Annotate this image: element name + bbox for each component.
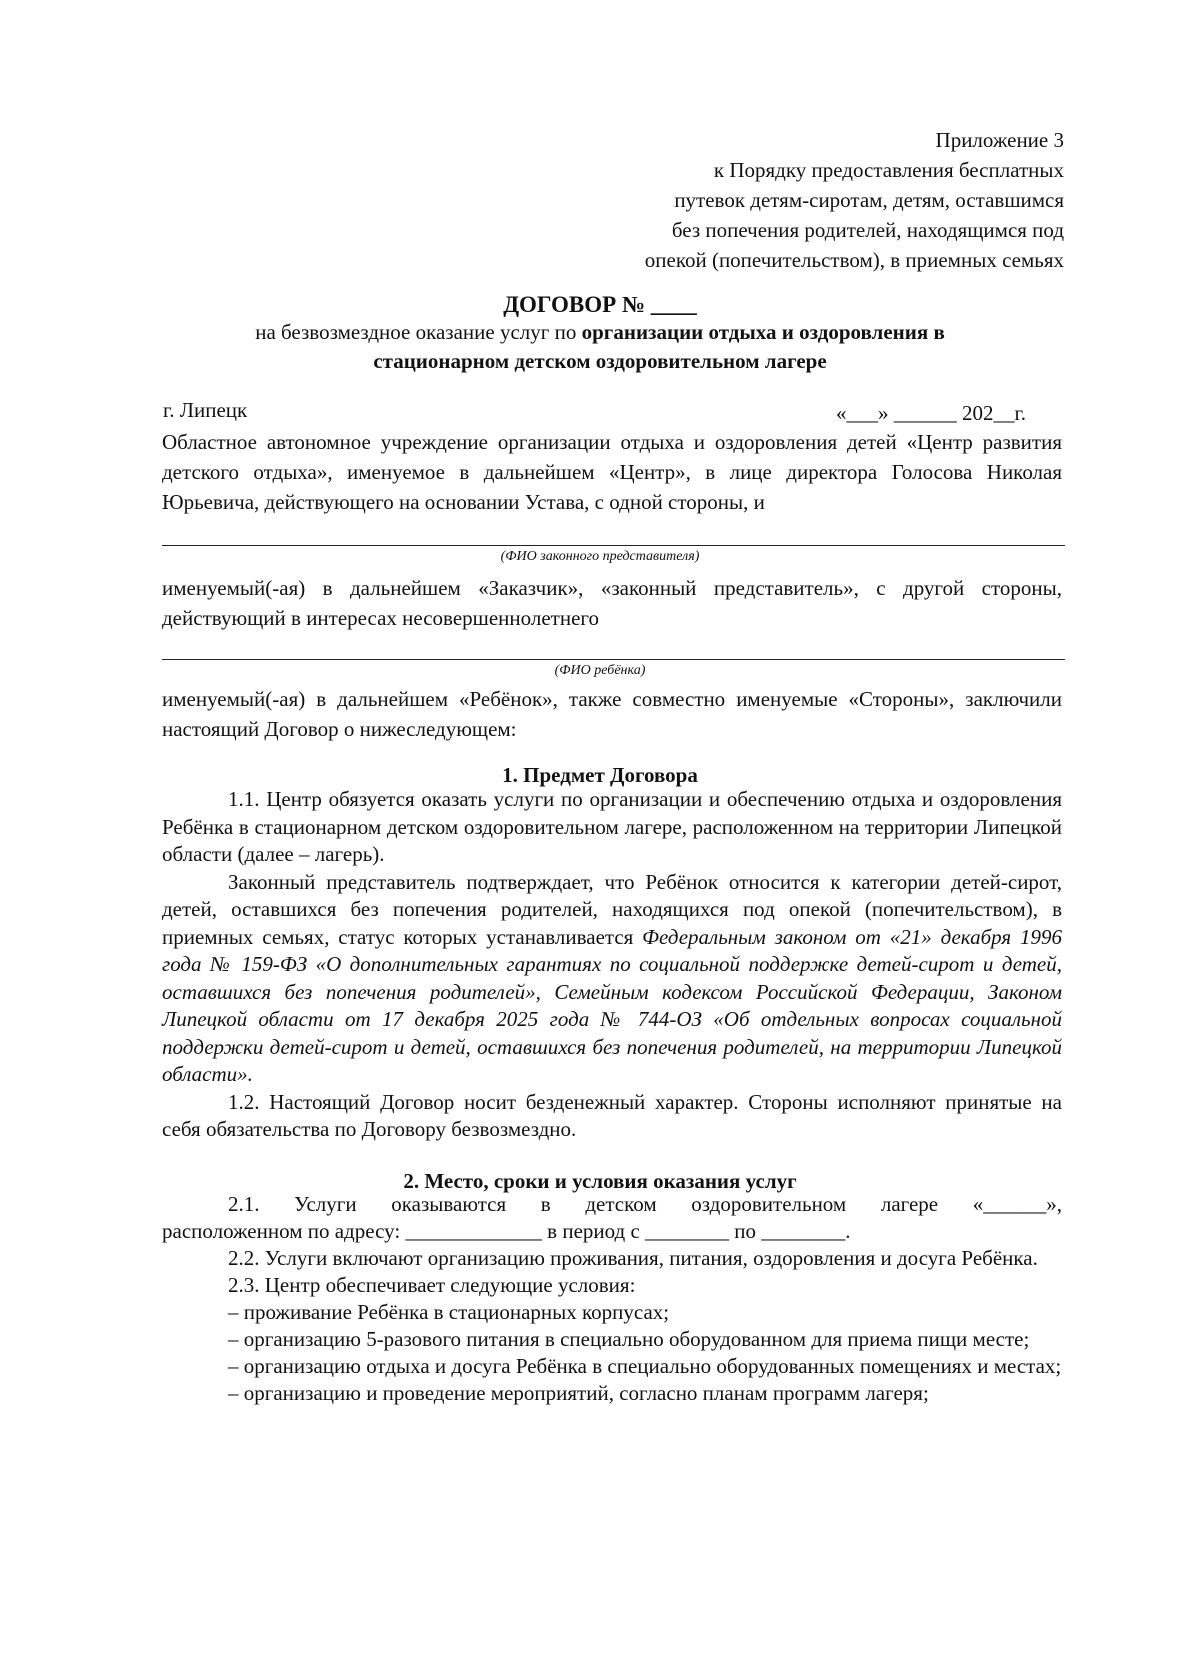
party-child	[162, 684, 1062, 744]
clause-2-1-line1: 2.1. Услуги оказываются в детском оздоровительном лагере «______»,	[228, 1192, 1062, 1216]
appendix-line: к Порядку предоставления бесплатных	[713, 158, 1064, 182]
legal-references: Федеральным законом от «21» декабря 1996 года № 159-ФЗ «О дополнительных гарантиях по социальной поддержке детей-сирот и детей, оставшихся без попечения родителей», Семейным кодексом Российской Федерации, Законом Липецкой области от 17 декабря 2025 года № 744-ОЗ «Об отдельных вопросах социальной поддержки детей-сирот и детей, оставшихся без попечения родителей, на территории Липецкой области».	[162, 924, 1062, 1086]
section-1-heading: 1. Предмет Договора	[502, 763, 698, 787]
clause-2-1-line2: расположенном по адресу: _____________ в период с ________ по ________.	[162, 1219, 851, 1243]
contract-subtitle	[150, 318, 1050, 376]
clause-1-2: 1.2. Настоящий Договор носит безденежный характер. Стороны исполняют принятые на себя обязательства по Договору безвозмездно.	[162, 1089, 1062, 1141]
city: г. Липецк	[163, 398, 248, 422]
representative-caption: (ФИО законного представителя)	[500, 549, 700, 564]
section-2-heading: 2. Место, сроки и условия оказания услуг	[403, 1169, 797, 1193]
party-center-text: Областное автономное учреждение организации отдыха и оздоровления детей «Центр развития детского отдыха», именуемое в дальнейшем «Центр», в лице директора Голосова Николая Юрьевича, действующего на основании Устава, с одной стороны, и	[162, 430, 1062, 514]
clause-2-2: 2.2. Услуги включают организацию проживания, питания, оздоровления и досуга Ребёнка.	[228, 1246, 1038, 1270]
contract-title: ДОГОВОР № ____	[503, 292, 697, 317]
clause-2-3: 2.3. Центр обеспечивает следующие условия:	[228, 1273, 636, 1297]
subtitle-plain: на безвозмездное оказание услуг по	[255, 320, 577, 344]
appendix-note	[645, 125, 1064, 275]
appendix-line: Приложение 3	[935, 128, 1064, 152]
appendix-line: без попечения родителей, находящимся под	[671, 218, 1064, 242]
clause-representative-text: Законный представитель подтверждает, что Ребёнок относится к категории детей-сирот, детей, оставшихся без попечения родителей, находящихся под опекой (попечительством), в приемных семьях, статус которых устанавливается	[162, 869, 1062, 949]
clause-1-1: 1.1. Центр обязуется оказать услуги по организации и обеспечению отдыха и оздоровления Ребёнка в стационарном детском оздоровительном лагере, расположенном на территории Липецкой области (далее – лагерь).	[162, 787, 1062, 866]
section-2-body	[162, 1191, 1062, 1407]
party-child-text: именуемый(-ая) в дальнейшем «Ребёнок», также совместно именуемые «Стороны», заключили настоящий Договор о нижеследующем:	[162, 687, 1062, 741]
representative-name-line	[162, 545, 1065, 546]
party-center	[162, 427, 1062, 517]
list-item: – проживание Ребёнка в стационарных корпусах;	[228, 1300, 670, 1324]
list-item: – организацию и проведение мероприятий, согласно планам программ лагеря;	[228, 1381, 929, 1405]
list-item: – организацию отдыха и досуга Ребёнка в специально оборудованных помещениях и местах;	[228, 1354, 1062, 1378]
party-customer	[162, 573, 1062, 633]
subtitle-bold: организации отдыха и оздоровления в	[576, 320, 945, 344]
clause-representative	[162, 869, 1062, 1089]
contract-date: «___» ______ 202__г.	[836, 401, 1026, 425]
party-customer-text: именуемый(-ая) в дальнейшем «Заказчик», «законный представитель», с другой стороны, действующий в интересах несовершеннолетнего	[162, 576, 1062, 630]
section-1-body	[162, 786, 1062, 1144]
list-item: – организацию 5-разового питания в специально оборудованном для приема пищи месте;	[228, 1327, 1030, 1351]
child-caption: (ФИО ребёнка)	[554, 663, 646, 678]
child-name-line	[162, 659, 1065, 660]
appendix-line: путевок детям-сиротам, детям, оставшимся	[674, 188, 1064, 212]
appendix-line: опекой (попечительством), в приемных семьях	[644, 248, 1064, 272]
subtitle-bold: стационарном детском оздоровительном лагере	[373, 349, 827, 373]
